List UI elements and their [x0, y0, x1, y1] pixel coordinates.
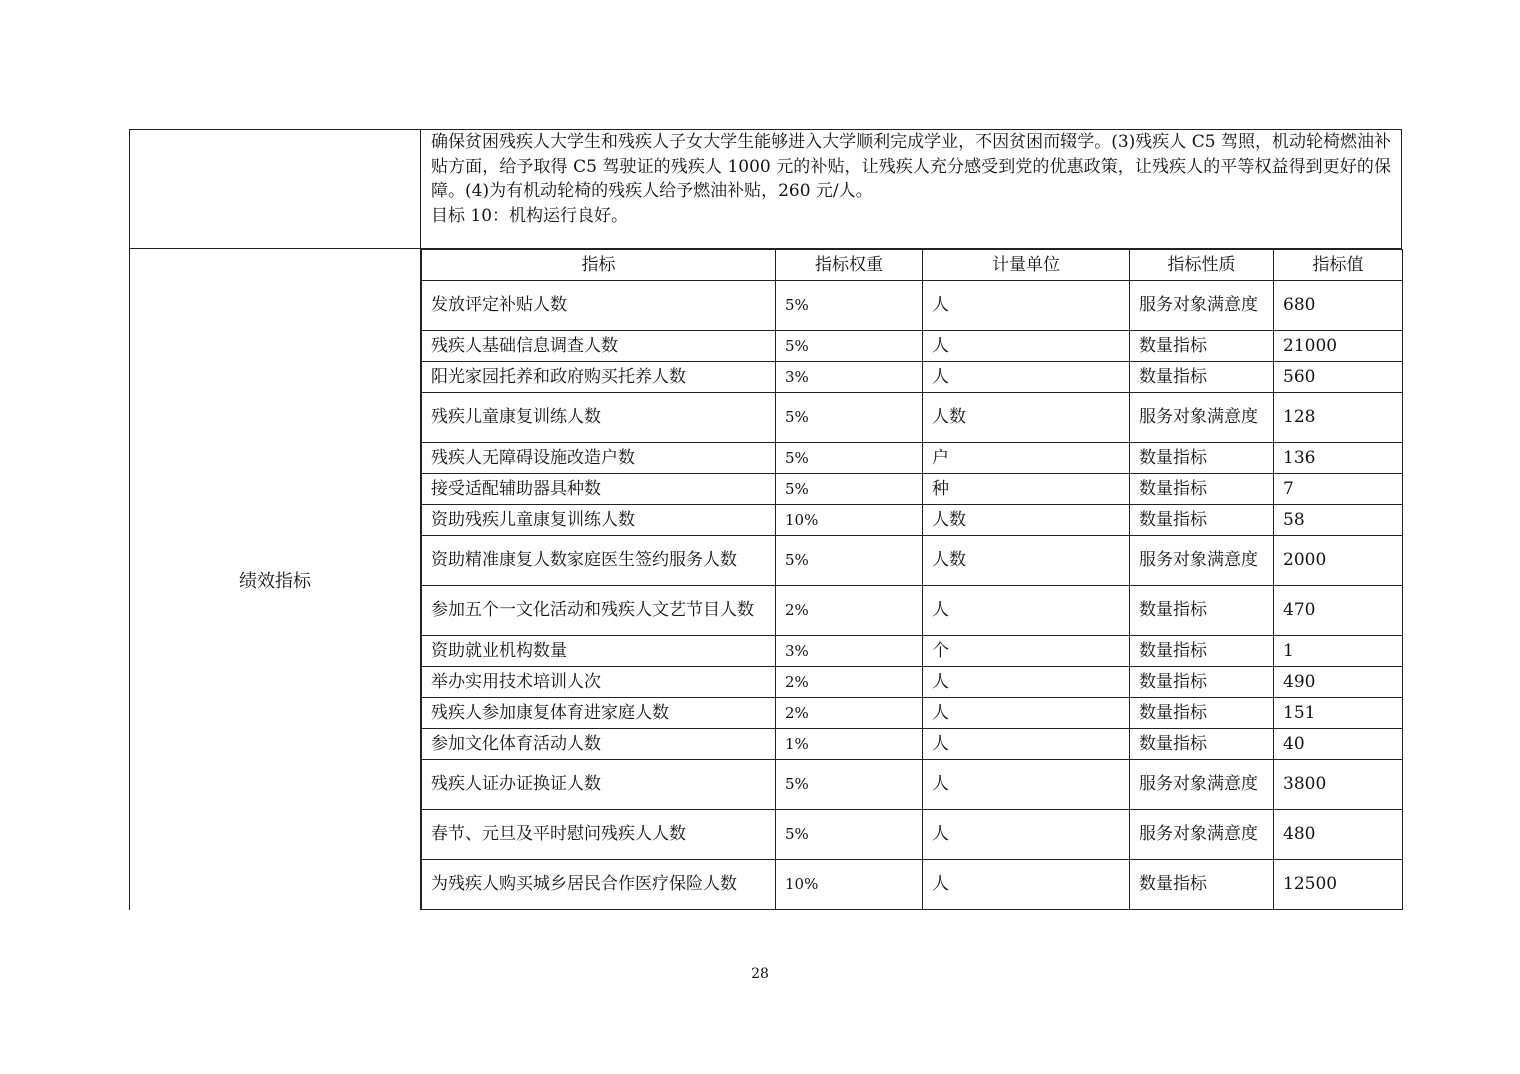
intro-cell: [421, 130, 1402, 249]
table-row: [422, 393, 1403, 443]
intro-label-cell: [130, 130, 421, 249]
indicator-row: [130, 249, 1402, 911]
indicator-value: 3800: [1274, 760, 1403, 810]
indicator-nature: 数量指标: [1130, 636, 1274, 667]
indicator-name: 残疾人参加康复体育进家庭人数: [422, 698, 776, 729]
table-row: [422, 474, 1403, 505]
table-row: [422, 760, 1403, 810]
table-row: [422, 443, 1403, 474]
intro-text: [421, 130, 1401, 248]
indicator-name: 残疾人证办证换证人数: [422, 760, 776, 810]
indicator-nature: 数量指标: [1130, 443, 1274, 474]
indicator-unit: 人: [923, 810, 1130, 860]
indicator-weight: 5%: [776, 443, 923, 474]
indicator-value: 12500: [1274, 860, 1403, 910]
indicator-weight: 5%: [776, 760, 923, 810]
indicator-unit: 户: [923, 443, 1130, 474]
indicator-nature: 数量指标: [1130, 729, 1274, 760]
indicator-value: 1: [1274, 636, 1403, 667]
header-indicator: 指标: [422, 250, 776, 281]
indicator-name: 发放评定补贴人数: [422, 281, 776, 331]
indicator-nature: 服务对象满意度: [1130, 393, 1274, 443]
indicator-name: 资助残疾儿童康复训练人数: [422, 505, 776, 536]
indicator-weight: 5%: [776, 536, 923, 586]
indicator-name: 为残疾人购买城乡居民合作医疗保险人数: [422, 860, 776, 910]
indicator-cell: [421, 249, 1402, 911]
indicator-value: 151: [1274, 698, 1403, 729]
table-row: [422, 667, 1403, 698]
indicator-weight: 5%: [776, 474, 923, 505]
indicator-name: 阳光家园托养和政府购买托养人数: [422, 362, 776, 393]
indicator-unit: 人: [923, 729, 1130, 760]
indicator-weight: 3%: [776, 362, 923, 393]
indicator-nature: 数量指标: [1130, 860, 1274, 910]
indicator-nature: 数量指标: [1130, 362, 1274, 393]
indicator-weight: 5%: [776, 331, 923, 362]
table-row: [422, 331, 1403, 362]
indicator-weight: 10%: [776, 505, 923, 536]
document-table: [129, 129, 1402, 910]
indicator-name: 春节、元旦及平时慰问残疾人人数: [422, 810, 776, 860]
indicator-value: 2000: [1274, 536, 1403, 586]
indicator-weight: 5%: [776, 393, 923, 443]
goal-10-line: 目标 10：机构运行良好。: [431, 205, 629, 226]
indicator-nature: 数量指标: [1130, 505, 1274, 536]
indicator-unit: 人: [923, 362, 1130, 393]
indicator-nature: 数量指标: [1130, 474, 1274, 505]
indicator-weight: 3%: [776, 636, 923, 667]
indicator-value: 7: [1274, 474, 1403, 505]
indicator-name: 资助就业机构数量: [422, 636, 776, 667]
indicator-weight: 5%: [776, 810, 923, 860]
indicator-unit: 人: [923, 281, 1130, 331]
table-row: [422, 536, 1403, 586]
indicator-value: 680: [1274, 281, 1403, 331]
indicator-weight: 2%: [776, 667, 923, 698]
header-unit: 计量单位: [923, 250, 1130, 281]
table-row: [422, 636, 1403, 667]
indicator-nature: 数量指标: [1130, 698, 1274, 729]
indicator-header-row: [422, 250, 1403, 281]
indicator-nature: 服务对象满意度: [1130, 536, 1274, 586]
table-row: [422, 860, 1403, 910]
indicator-nature: 数量指标: [1130, 586, 1274, 636]
indicator-nature: 数量指标: [1130, 331, 1274, 362]
indicator-value: 470: [1274, 586, 1403, 636]
indicator-name: 残疾儿童康复训练人数: [422, 393, 776, 443]
indicator-unit: 种: [923, 474, 1130, 505]
intro-paragraph: 确保贫困残疾人大学生和残疾人子女大学生能够进入大学顺利完成学业，不因贫困而辍学。(3)残疾人 C5 驾照，机动轮椅燃油补贴方面，给予取得 C5 驾驶证的残疾人 1000 元的补贴，让残疾人充分感受到党的优惠政策，让残疾人的平等权益得到更好的保障。(4)为有机动轮椅的残疾人给予燃油补贴，260 元/人。: [431, 132, 1391, 201]
indicator-value: 480: [1274, 810, 1403, 860]
indicator-weight: 5%: [776, 281, 923, 331]
indicator-value: 560: [1274, 362, 1403, 393]
indicator-unit: 人数: [923, 505, 1130, 536]
indicator-table: [421, 249, 1403, 910]
indicator-value: 21000: [1274, 331, 1403, 362]
indicator-unit: 人: [923, 586, 1130, 636]
page-number: 28: [751, 966, 769, 982]
indicator-name: 参加五个一文化活动和残疾人文艺节目人数: [422, 586, 776, 636]
table-row: [422, 281, 1403, 331]
section-label-performance: 绩效指标: [130, 249, 421, 911]
table-row: [422, 362, 1403, 393]
intro-row: [130, 130, 1402, 249]
indicator-unit: 人: [923, 667, 1130, 698]
indicator-unit: 人: [923, 760, 1130, 810]
indicator-unit: 人: [923, 860, 1130, 910]
indicator-weight: 1%: [776, 729, 923, 760]
indicator-name: 资助精准康复人数家庭医生签约服务人数: [422, 536, 776, 586]
indicator-name: 残疾人基础信息调查人数: [422, 331, 776, 362]
table-row: [422, 810, 1403, 860]
indicator-unit: 人数: [923, 393, 1130, 443]
indicator-unit: 人数: [923, 536, 1130, 586]
header-value: 指标值: [1274, 250, 1403, 281]
header-nature: 指标性质: [1130, 250, 1274, 281]
header-weight: 指标权重: [776, 250, 923, 281]
indicator-name: 残疾人无障碍设施改造户数: [422, 443, 776, 474]
indicator-nature: 服务对象满意度: [1130, 810, 1274, 860]
indicator-value: 40: [1274, 729, 1403, 760]
indicator-weight: 2%: [776, 586, 923, 636]
indicator-name: 参加文化体育活动人数: [422, 729, 776, 760]
indicator-value: 490: [1274, 667, 1403, 698]
indicator-value: 128: [1274, 393, 1403, 443]
indicator-nature: 数量指标: [1130, 667, 1274, 698]
indicator-weight: 10%: [776, 860, 923, 910]
indicator-unit: 个: [923, 636, 1130, 667]
indicator-unit: 人: [923, 698, 1130, 729]
indicator-value: 136: [1274, 443, 1403, 474]
table-row: [422, 698, 1403, 729]
indicator-name: 举办实用技术培训人次: [422, 667, 776, 698]
table-row: [422, 729, 1403, 760]
indicator-name: 接受适配辅助器具种数: [422, 474, 776, 505]
table-row: [422, 586, 1403, 636]
indicator-weight: 2%: [776, 698, 923, 729]
indicator-unit: 人: [923, 331, 1130, 362]
indicator-nature: 服务对象满意度: [1130, 760, 1274, 810]
indicator-nature: 服务对象满意度: [1130, 281, 1274, 331]
indicator-value: 58: [1274, 505, 1403, 536]
table-row: [422, 505, 1403, 536]
